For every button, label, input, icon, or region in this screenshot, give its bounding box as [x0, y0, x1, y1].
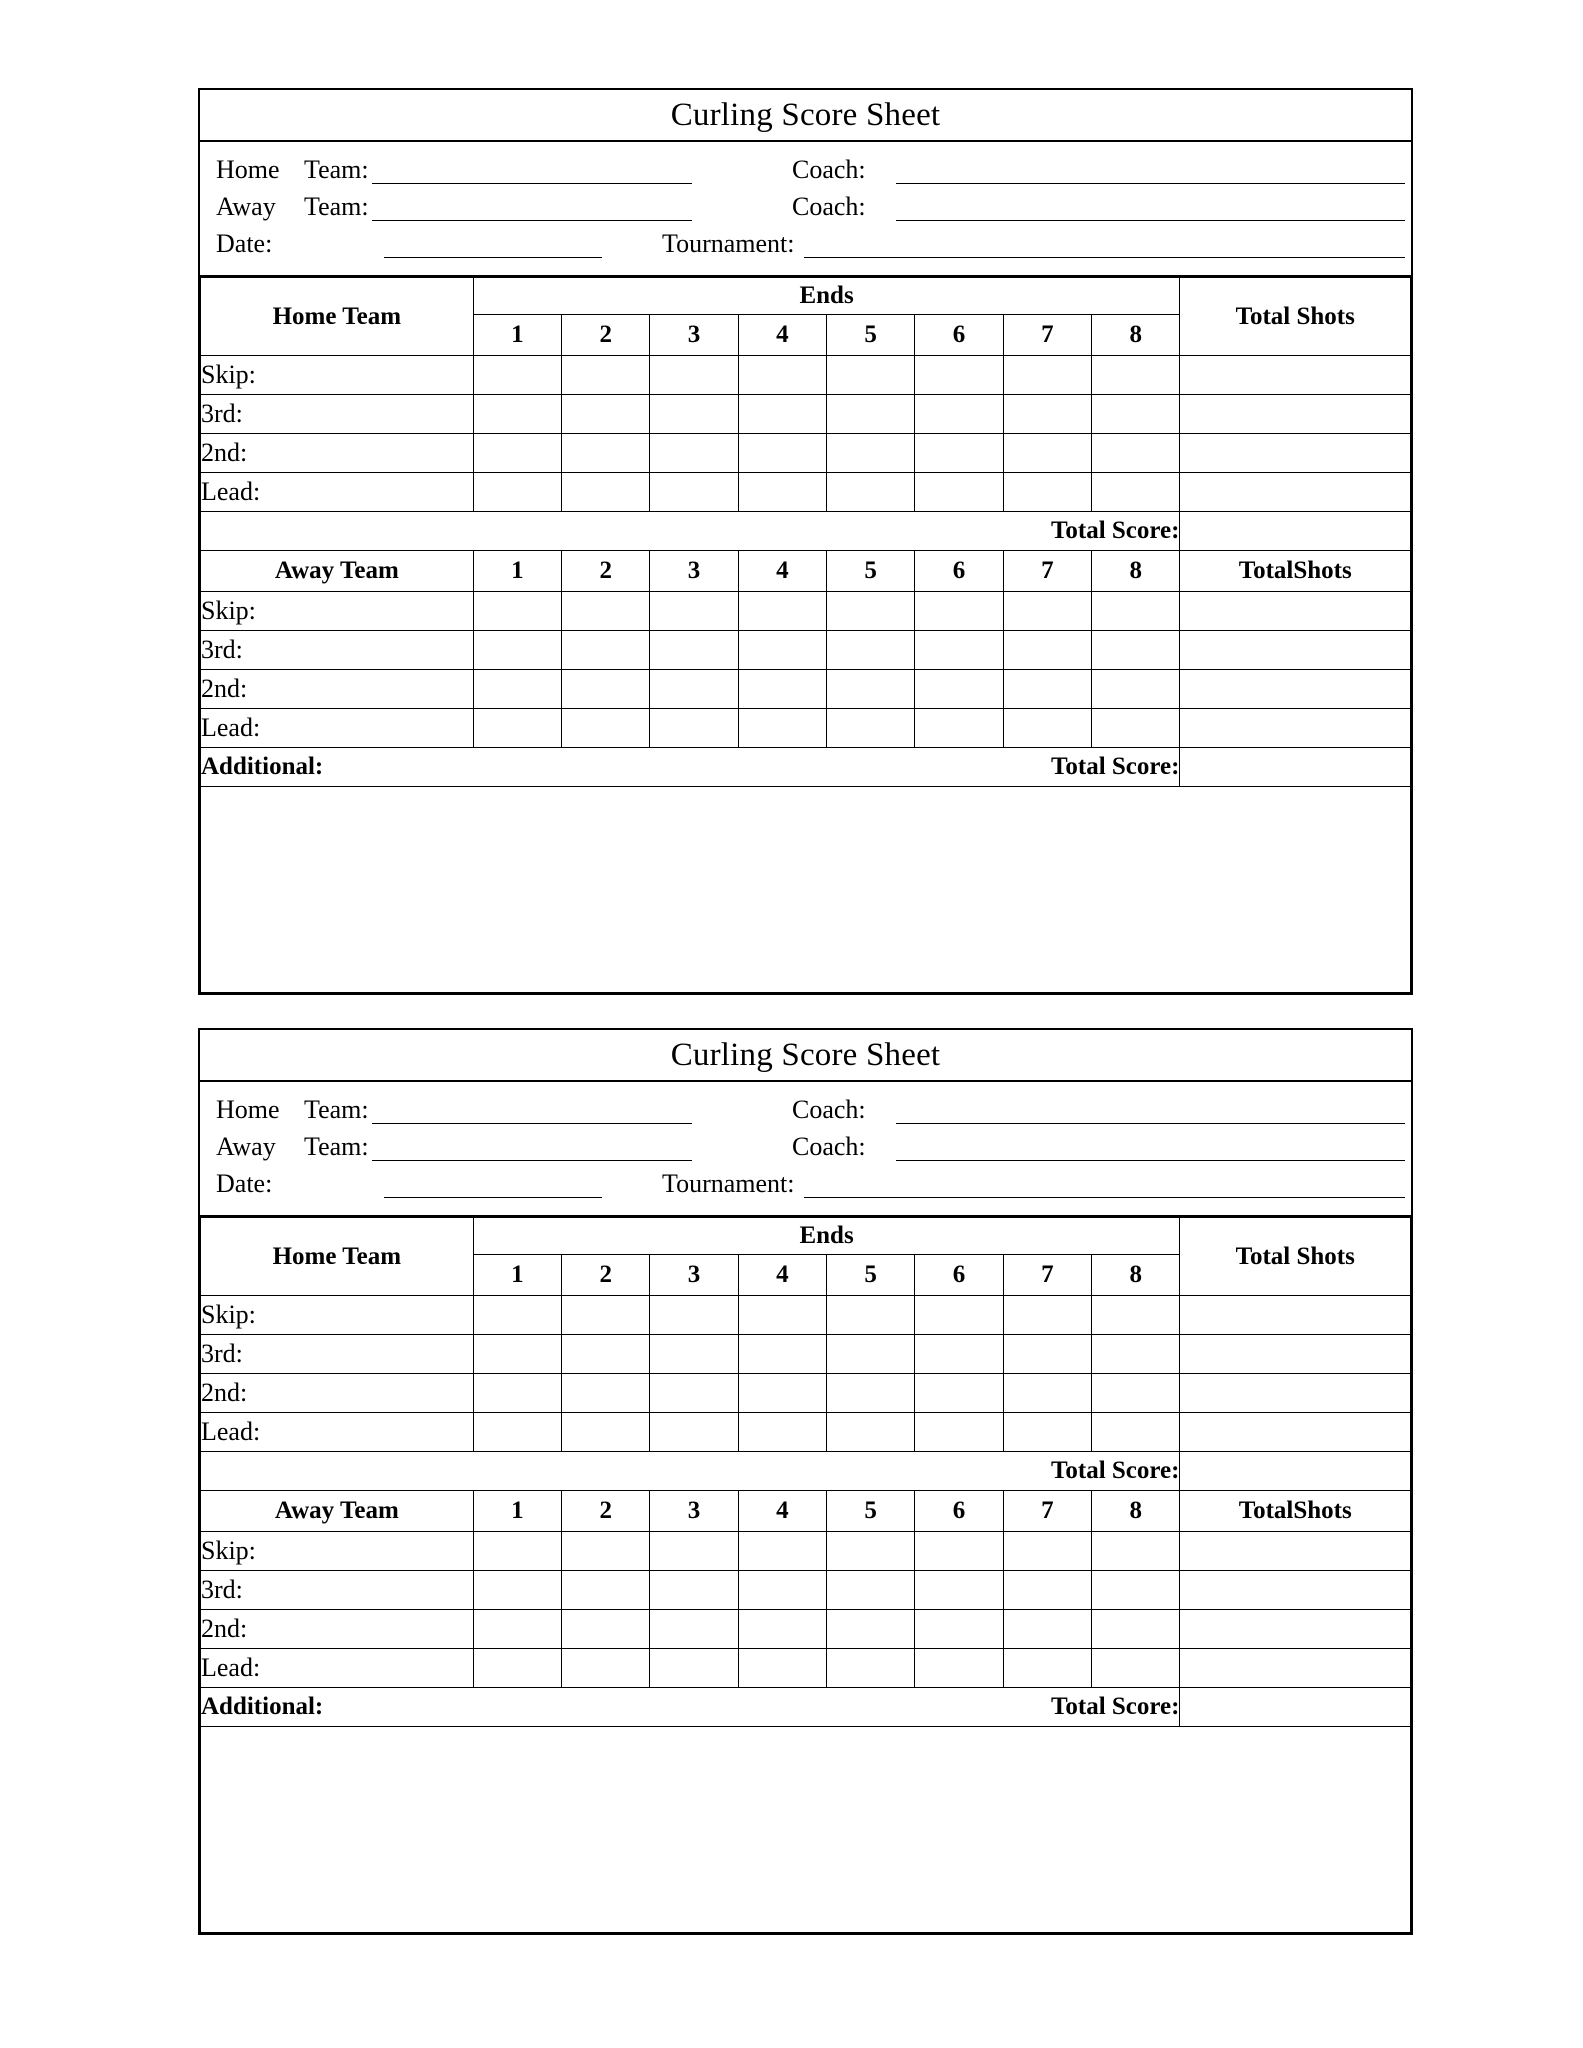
- score-cell[interactable]: [1003, 592, 1091, 631]
- date-tournament-row: [200, 1162, 1411, 1199]
- score-cell[interactable]: [650, 1413, 738, 1452]
- away-position-label: 3rd:: [201, 631, 474, 670]
- sheet-body: [198, 1028, 1413, 1935]
- tournament-label: Tournament:: [662, 228, 795, 258]
- additional-row: [201, 1688, 1411, 1727]
- score-cell[interactable]: [562, 1532, 650, 1571]
- page-title: Curling Score Sheet: [670, 1036, 941, 1073]
- end-number: 6: [915, 315, 1003, 356]
- score-cell[interactable]: [827, 1374, 915, 1413]
- score-cell[interactable]: [1092, 1296, 1180, 1335]
- end-number: 3: [650, 1255, 738, 1296]
- home-position-label: 3rd:: [201, 395, 474, 434]
- score-cell[interactable]: [1003, 1374, 1091, 1413]
- score-cell[interactable]: [1092, 395, 1180, 434]
- score-cell[interactable]: [562, 1649, 650, 1688]
- title-band: [200, 90, 1411, 142]
- score-cell[interactable]: [473, 434, 561, 473]
- total-shots-cell[interactable]: [1180, 631, 1411, 670]
- score-cell[interactable]: [738, 709, 826, 748]
- table-row: [201, 1532, 1411, 1571]
- home-team-header: Home Team: [201, 278, 474, 356]
- score-cell[interactable]: [562, 631, 650, 670]
- tournament-input[interactable]: [804, 231, 1405, 258]
- away-total-score-cell[interactable]: [1180, 1688, 1411, 1727]
- score-cell[interactable]: [562, 670, 650, 709]
- home-total-score-row: [201, 1452, 1411, 1491]
- score-cell[interactable]: [915, 1571, 1003, 1610]
- table-row: [201, 1413, 1411, 1452]
- end-number: 4: [738, 1255, 826, 1296]
- score-cell[interactable]: [473, 1610, 561, 1649]
- home-team-row: [200, 1088, 1411, 1125]
- home-coach-label: Coach:: [792, 154, 866, 184]
- score-cell[interactable]: [473, 1374, 561, 1413]
- score-cell[interactable]: [1003, 395, 1091, 434]
- score-cell[interactable]: [650, 1610, 738, 1649]
- date-label: Date:: [216, 1168, 273, 1198]
- score-cell[interactable]: [738, 356, 826, 395]
- table-row: [201, 1610, 1411, 1649]
- score-cell[interactable]: [915, 670, 1003, 709]
- score-cell[interactable]: [915, 592, 1003, 631]
- table-row: [201, 1374, 1411, 1413]
- score-cell[interactable]: [1092, 1649, 1180, 1688]
- score-cell[interactable]: [915, 434, 1003, 473]
- end-number: 3: [650, 315, 738, 356]
- score-cell[interactable]: [738, 473, 826, 512]
- additional-row: [201, 748, 1411, 787]
- score-cell[interactable]: [1003, 1610, 1091, 1649]
- away-team-input[interactable]: [372, 1134, 692, 1161]
- end-number: 2: [562, 551, 650, 592]
- score-cell[interactable]: [915, 1296, 1003, 1335]
- info-band: [200, 1082, 1411, 1217]
- score-cell[interactable]: [738, 434, 826, 473]
- end-number: 4: [738, 315, 826, 356]
- away-header-row: [201, 551, 1411, 592]
- score-cell[interactable]: [473, 1413, 561, 1452]
- away-total-score-label: Total Score:: [1050, 1693, 1180, 1720]
- score-cell[interactable]: [562, 1571, 650, 1610]
- team-label-away: Team:: [304, 191, 369, 221]
- score-cell[interactable]: [473, 395, 561, 434]
- score-cell[interactable]: [827, 434, 915, 473]
- table-row: [201, 592, 1411, 631]
- end-number: 7: [1003, 1491, 1091, 1532]
- score-cell[interactable]: [915, 1374, 1003, 1413]
- away-position-label: Lead:: [201, 1649, 474, 1688]
- home-coach-input[interactable]: [896, 157, 1405, 184]
- end-number: 8: [1092, 551, 1180, 592]
- table-row: [201, 395, 1411, 434]
- sheet-body: [198, 88, 1413, 995]
- away-total-score-cell[interactable]: [1180, 748, 1411, 787]
- score-cell[interactable]: [650, 709, 738, 748]
- end-number: 8: [1092, 1491, 1180, 1532]
- score-cell[interactable]: [650, 592, 738, 631]
- end-number: 1: [473, 315, 561, 356]
- home-position-label: Skip:: [201, 1296, 474, 1335]
- score-cell[interactable]: [1003, 631, 1091, 670]
- home-position-label: 3rd:: [201, 1335, 474, 1374]
- away-coach-input[interactable]: [896, 1134, 1405, 1161]
- score-cell[interactable]: [827, 1532, 915, 1571]
- total-shots-cell[interactable]: [1180, 434, 1411, 473]
- score-cell[interactable]: [738, 1571, 826, 1610]
- score-cell[interactable]: [1092, 356, 1180, 395]
- end-number: 4: [738, 551, 826, 592]
- score-cell[interactable]: [915, 631, 1003, 670]
- team-label-home: Team:: [304, 1094, 369, 1124]
- score-cell[interactable]: [562, 473, 650, 512]
- score-cell[interactable]: [827, 631, 915, 670]
- score-cell[interactable]: [562, 1335, 650, 1374]
- score-cell[interactable]: [1003, 356, 1091, 395]
- score-cell[interactable]: [1003, 709, 1091, 748]
- end-number: 4: [738, 1491, 826, 1532]
- score-cell[interactable]: [1003, 1335, 1091, 1374]
- away-total-score-label: Total Score:: [1050, 753, 1180, 780]
- score-cell[interactable]: [738, 592, 826, 631]
- score-cell[interactable]: [562, 592, 650, 631]
- end-number: 2: [562, 1255, 650, 1296]
- home-label: Home: [216, 1094, 280, 1124]
- table-row: [201, 1571, 1411, 1610]
- score-cell[interactable]: [1003, 1649, 1091, 1688]
- score-cell[interactable]: [473, 631, 561, 670]
- additional-notes-area[interactable]: [201, 1727, 1411, 1933]
- home-total-score-label: Total Score:: [201, 512, 1180, 551]
- end-number: 7: [1003, 551, 1091, 592]
- end-number: 6: [915, 551, 1003, 592]
- score-cell[interactable]: [827, 1413, 915, 1452]
- score-cell[interactable]: [650, 631, 738, 670]
- score-cell[interactable]: [1003, 1296, 1091, 1335]
- table-row: [201, 1649, 1411, 1688]
- additional-label: [201, 748, 1180, 787]
- end-number: 8: [1092, 1255, 1180, 1296]
- score-cell[interactable]: [1003, 1532, 1091, 1571]
- table-row: [201, 356, 1411, 395]
- score-cell[interactable]: [1003, 1413, 1091, 1452]
- date-label: Date:: [216, 228, 273, 258]
- date-tournament-row: [200, 222, 1411, 259]
- score-cell[interactable]: [473, 1571, 561, 1610]
- score-cell[interactable]: [1092, 631, 1180, 670]
- end-number: 7: [1003, 315, 1091, 356]
- score-cell[interactable]: [1003, 1571, 1091, 1610]
- page-title: Curling Score Sheet: [670, 96, 941, 133]
- score-cell[interactable]: [1092, 1413, 1180, 1452]
- table-row: [201, 709, 1411, 748]
- score-grid: [200, 277, 1411, 993]
- score-cell[interactable]: [738, 1413, 826, 1452]
- end-number: 1: [473, 1255, 561, 1296]
- total-shots-cell[interactable]: [1180, 709, 1411, 748]
- score-cell[interactable]: [827, 1649, 915, 1688]
- score-cell[interactable]: [738, 631, 826, 670]
- score-cell[interactable]: [473, 592, 561, 631]
- total-shots-cell[interactable]: [1180, 1571, 1411, 1610]
- score-cell[interactable]: [738, 395, 826, 434]
- ends-label: Ends: [473, 1218, 1180, 1255]
- home-position-label: 2nd:: [201, 1374, 474, 1413]
- score-cell[interactable]: [1092, 709, 1180, 748]
- score-cell[interactable]: [827, 1610, 915, 1649]
- end-number: 1: [473, 1491, 561, 1532]
- score-cell[interactable]: [1092, 1571, 1180, 1610]
- score-cell[interactable]: [473, 473, 561, 512]
- home-position-label: Lead:: [201, 473, 474, 512]
- away-position-label: Skip:: [201, 592, 474, 631]
- table-row: [201, 434, 1411, 473]
- score-cell[interactable]: [650, 356, 738, 395]
- score-cell[interactable]: [562, 1413, 650, 1452]
- score-cell[interactable]: [915, 1610, 1003, 1649]
- home-coach-label: Coach:: [792, 1094, 866, 1124]
- score-cell[interactable]: [650, 1296, 738, 1335]
- score-cell[interactable]: [827, 1571, 915, 1610]
- score-cell[interactable]: [473, 1335, 561, 1374]
- score-cell[interactable]: [827, 395, 915, 434]
- table-row: [201, 1335, 1411, 1374]
- away-label: Away: [216, 191, 276, 221]
- score-cell[interactable]: [738, 1649, 826, 1688]
- table-row: [201, 473, 1411, 512]
- home-position-label: 2nd:: [201, 434, 474, 473]
- info-band: [200, 142, 1411, 277]
- total-shots-cell[interactable]: [1180, 395, 1411, 434]
- score-cell[interactable]: [1003, 473, 1091, 512]
- score-cell[interactable]: [1092, 473, 1180, 512]
- score-cell[interactable]: [650, 1571, 738, 1610]
- score-sheet-2: [198, 1028, 1413, 1935]
- end-number: 5: [827, 551, 915, 592]
- score-cell[interactable]: [1092, 1532, 1180, 1571]
- score-cell[interactable]: [915, 473, 1003, 512]
- home-header-row-top: [201, 278, 1411, 315]
- notes-row: [201, 787, 1411, 993]
- score-cell[interactable]: [1092, 1335, 1180, 1374]
- score-cell[interactable]: [827, 356, 915, 395]
- score-cell[interactable]: [827, 670, 915, 709]
- score-cell[interactable]: [650, 395, 738, 434]
- away-position-label: Skip:: [201, 1532, 474, 1571]
- home-total-shots-header: Total Shots: [1180, 1218, 1411, 1296]
- total-shots-cell[interactable]: [1180, 592, 1411, 631]
- end-number: 5: [827, 1255, 915, 1296]
- end-number: 3: [650, 551, 738, 592]
- end-number: 6: [915, 1491, 1003, 1532]
- score-cell[interactable]: [738, 1374, 826, 1413]
- score-cell[interactable]: [827, 592, 915, 631]
- score-cell[interactable]: [738, 1610, 826, 1649]
- away-team-input[interactable]: [372, 194, 692, 221]
- score-cell[interactable]: [473, 670, 561, 709]
- tournament-label: Tournament:: [662, 1168, 795, 1198]
- away-position-label: 2nd:: [201, 670, 474, 709]
- score-cell[interactable]: [473, 709, 561, 748]
- table-row: [201, 670, 1411, 709]
- date-input[interactable]: [384, 231, 602, 258]
- away-team-header: Away Team: [201, 551, 474, 592]
- score-cell[interactable]: [650, 473, 738, 512]
- score-cell[interactable]: [562, 395, 650, 434]
- end-number: 5: [827, 1491, 915, 1532]
- end-number: 3: [650, 1491, 738, 1532]
- away-position-label: 2nd:: [201, 1610, 474, 1649]
- score-cell[interactable]: [473, 1296, 561, 1335]
- score-cell[interactable]: [650, 1374, 738, 1413]
- away-coach-label: Coach:: [792, 1131, 866, 1161]
- score-cell[interactable]: [1092, 1374, 1180, 1413]
- total-shots-cell[interactable]: [1180, 1413, 1411, 1452]
- home-header-row-top: [201, 1218, 1411, 1255]
- notes-row: [201, 1727, 1411, 1933]
- end-number: 7: [1003, 1255, 1091, 1296]
- home-total-score-row: [201, 512, 1411, 551]
- score-cell[interactable]: [827, 473, 915, 512]
- score-cell[interactable]: [1003, 434, 1091, 473]
- total-shots-cell[interactable]: [1180, 1374, 1411, 1413]
- away-total-shots-header: TotalShots: [1180, 1491, 1411, 1532]
- score-cell[interactable]: [650, 1335, 738, 1374]
- title-band: [200, 1030, 1411, 1082]
- score-cell[interactable]: [650, 670, 738, 709]
- score-cell[interactable]: [738, 1296, 826, 1335]
- score-cell[interactable]: [473, 1532, 561, 1571]
- away-total-shots-header: TotalShots: [1180, 551, 1411, 592]
- end-number: 8: [1092, 315, 1180, 356]
- score-sheet-1: [198, 88, 1413, 995]
- score-cell[interactable]: [1092, 434, 1180, 473]
- total-shots-cell[interactable]: [1180, 1296, 1411, 1335]
- end-number: 5: [827, 315, 915, 356]
- end-number: 1: [473, 551, 561, 592]
- tournament-input[interactable]: [804, 1171, 1405, 1198]
- score-cell[interactable]: [827, 1335, 915, 1374]
- score-cell[interactable]: [915, 356, 1003, 395]
- score-cell[interactable]: [915, 1532, 1003, 1571]
- home-team-header: Home Team: [201, 1218, 474, 1296]
- score-cell[interactable]: [1092, 670, 1180, 709]
- score-cell[interactable]: [915, 1335, 1003, 1374]
- home-total-score-cell[interactable]: [1180, 1452, 1411, 1491]
- away-team-row: [200, 1125, 1411, 1162]
- ends-label: Ends: [473, 278, 1180, 315]
- home-position-label: Lead:: [201, 1413, 474, 1452]
- score-cell[interactable]: [915, 395, 1003, 434]
- away-position-label: Lead:: [201, 709, 474, 748]
- score-cell[interactable]: [562, 1610, 650, 1649]
- score-cell[interactable]: [915, 709, 1003, 748]
- total-shots-cell[interactable]: [1180, 1610, 1411, 1649]
- home-position-label: Skip:: [201, 356, 474, 395]
- total-shots-cell[interactable]: [1180, 670, 1411, 709]
- away-position-label: 3rd:: [201, 1571, 474, 1610]
- score-cell[interactable]: [1092, 1610, 1180, 1649]
- score-grid: [200, 1217, 1411, 1933]
- score-cell[interactable]: [473, 1649, 561, 1688]
- home-team-input[interactable]: [372, 1097, 692, 1124]
- end-number: 2: [562, 1491, 650, 1532]
- score-cell[interactable]: [738, 1532, 826, 1571]
- total-shots-cell[interactable]: [1180, 1532, 1411, 1571]
- score-cell[interactable]: [473, 356, 561, 395]
- additional-text: Additional:: [201, 753, 324, 780]
- home-total-shots-header: Total Shots: [1180, 278, 1411, 356]
- score-cell[interactable]: [562, 434, 650, 473]
- score-cell[interactable]: [562, 709, 650, 748]
- score-cell[interactable]: [562, 356, 650, 395]
- additional-label: [201, 1688, 1180, 1727]
- home-total-score-label: Total Score:: [201, 1452, 1180, 1491]
- score-cell[interactable]: [827, 709, 915, 748]
- additional-notes-area[interactable]: [201, 787, 1411, 993]
- away-label: Away: [216, 1131, 276, 1161]
- score-cell[interactable]: [650, 434, 738, 473]
- home-team-input[interactable]: [372, 157, 692, 184]
- away-header-row: [201, 1491, 1411, 1532]
- team-label-home: Team:: [304, 154, 369, 184]
- score-cell[interactable]: [562, 1296, 650, 1335]
- total-shots-cell[interactable]: [1180, 1649, 1411, 1688]
- score-cell[interactable]: [650, 1532, 738, 1571]
- additional-text: Additional:: [201, 1693, 324, 1720]
- score-cell[interactable]: [738, 1335, 826, 1374]
- score-cell[interactable]: [738, 670, 826, 709]
- end-number: 6: [915, 1255, 1003, 1296]
- total-shots-cell[interactable]: [1180, 1335, 1411, 1374]
- total-shots-cell[interactable]: [1180, 473, 1411, 512]
- home-coach-input[interactable]: [896, 1097, 1405, 1124]
- home-team-row: [200, 148, 1411, 185]
- score-cell[interactable]: [1092, 592, 1180, 631]
- away-coach-label: Coach:: [792, 191, 866, 221]
- away-team-header: Away Team: [201, 1491, 474, 1532]
- team-label-away: Team:: [304, 1131, 369, 1161]
- score-cell[interactable]: [915, 1649, 1003, 1688]
- table-row: [201, 1296, 1411, 1335]
- home-total-score-cell[interactable]: [1180, 512, 1411, 551]
- score-cell[interactable]: [915, 1413, 1003, 1452]
- end-number: 2: [562, 315, 650, 356]
- away-team-row: [200, 185, 1411, 222]
- home-label: Home: [216, 154, 280, 184]
- score-cell[interactable]: [650, 1649, 738, 1688]
- away-coach-input[interactable]: [896, 194, 1405, 221]
- score-cell[interactable]: [827, 1296, 915, 1335]
- score-cell[interactable]: [1003, 670, 1091, 709]
- score-cell[interactable]: [562, 1374, 650, 1413]
- table-row: [201, 631, 1411, 670]
- total-shots-cell[interactable]: [1180, 356, 1411, 395]
- date-input[interactable]: [384, 1171, 602, 1198]
